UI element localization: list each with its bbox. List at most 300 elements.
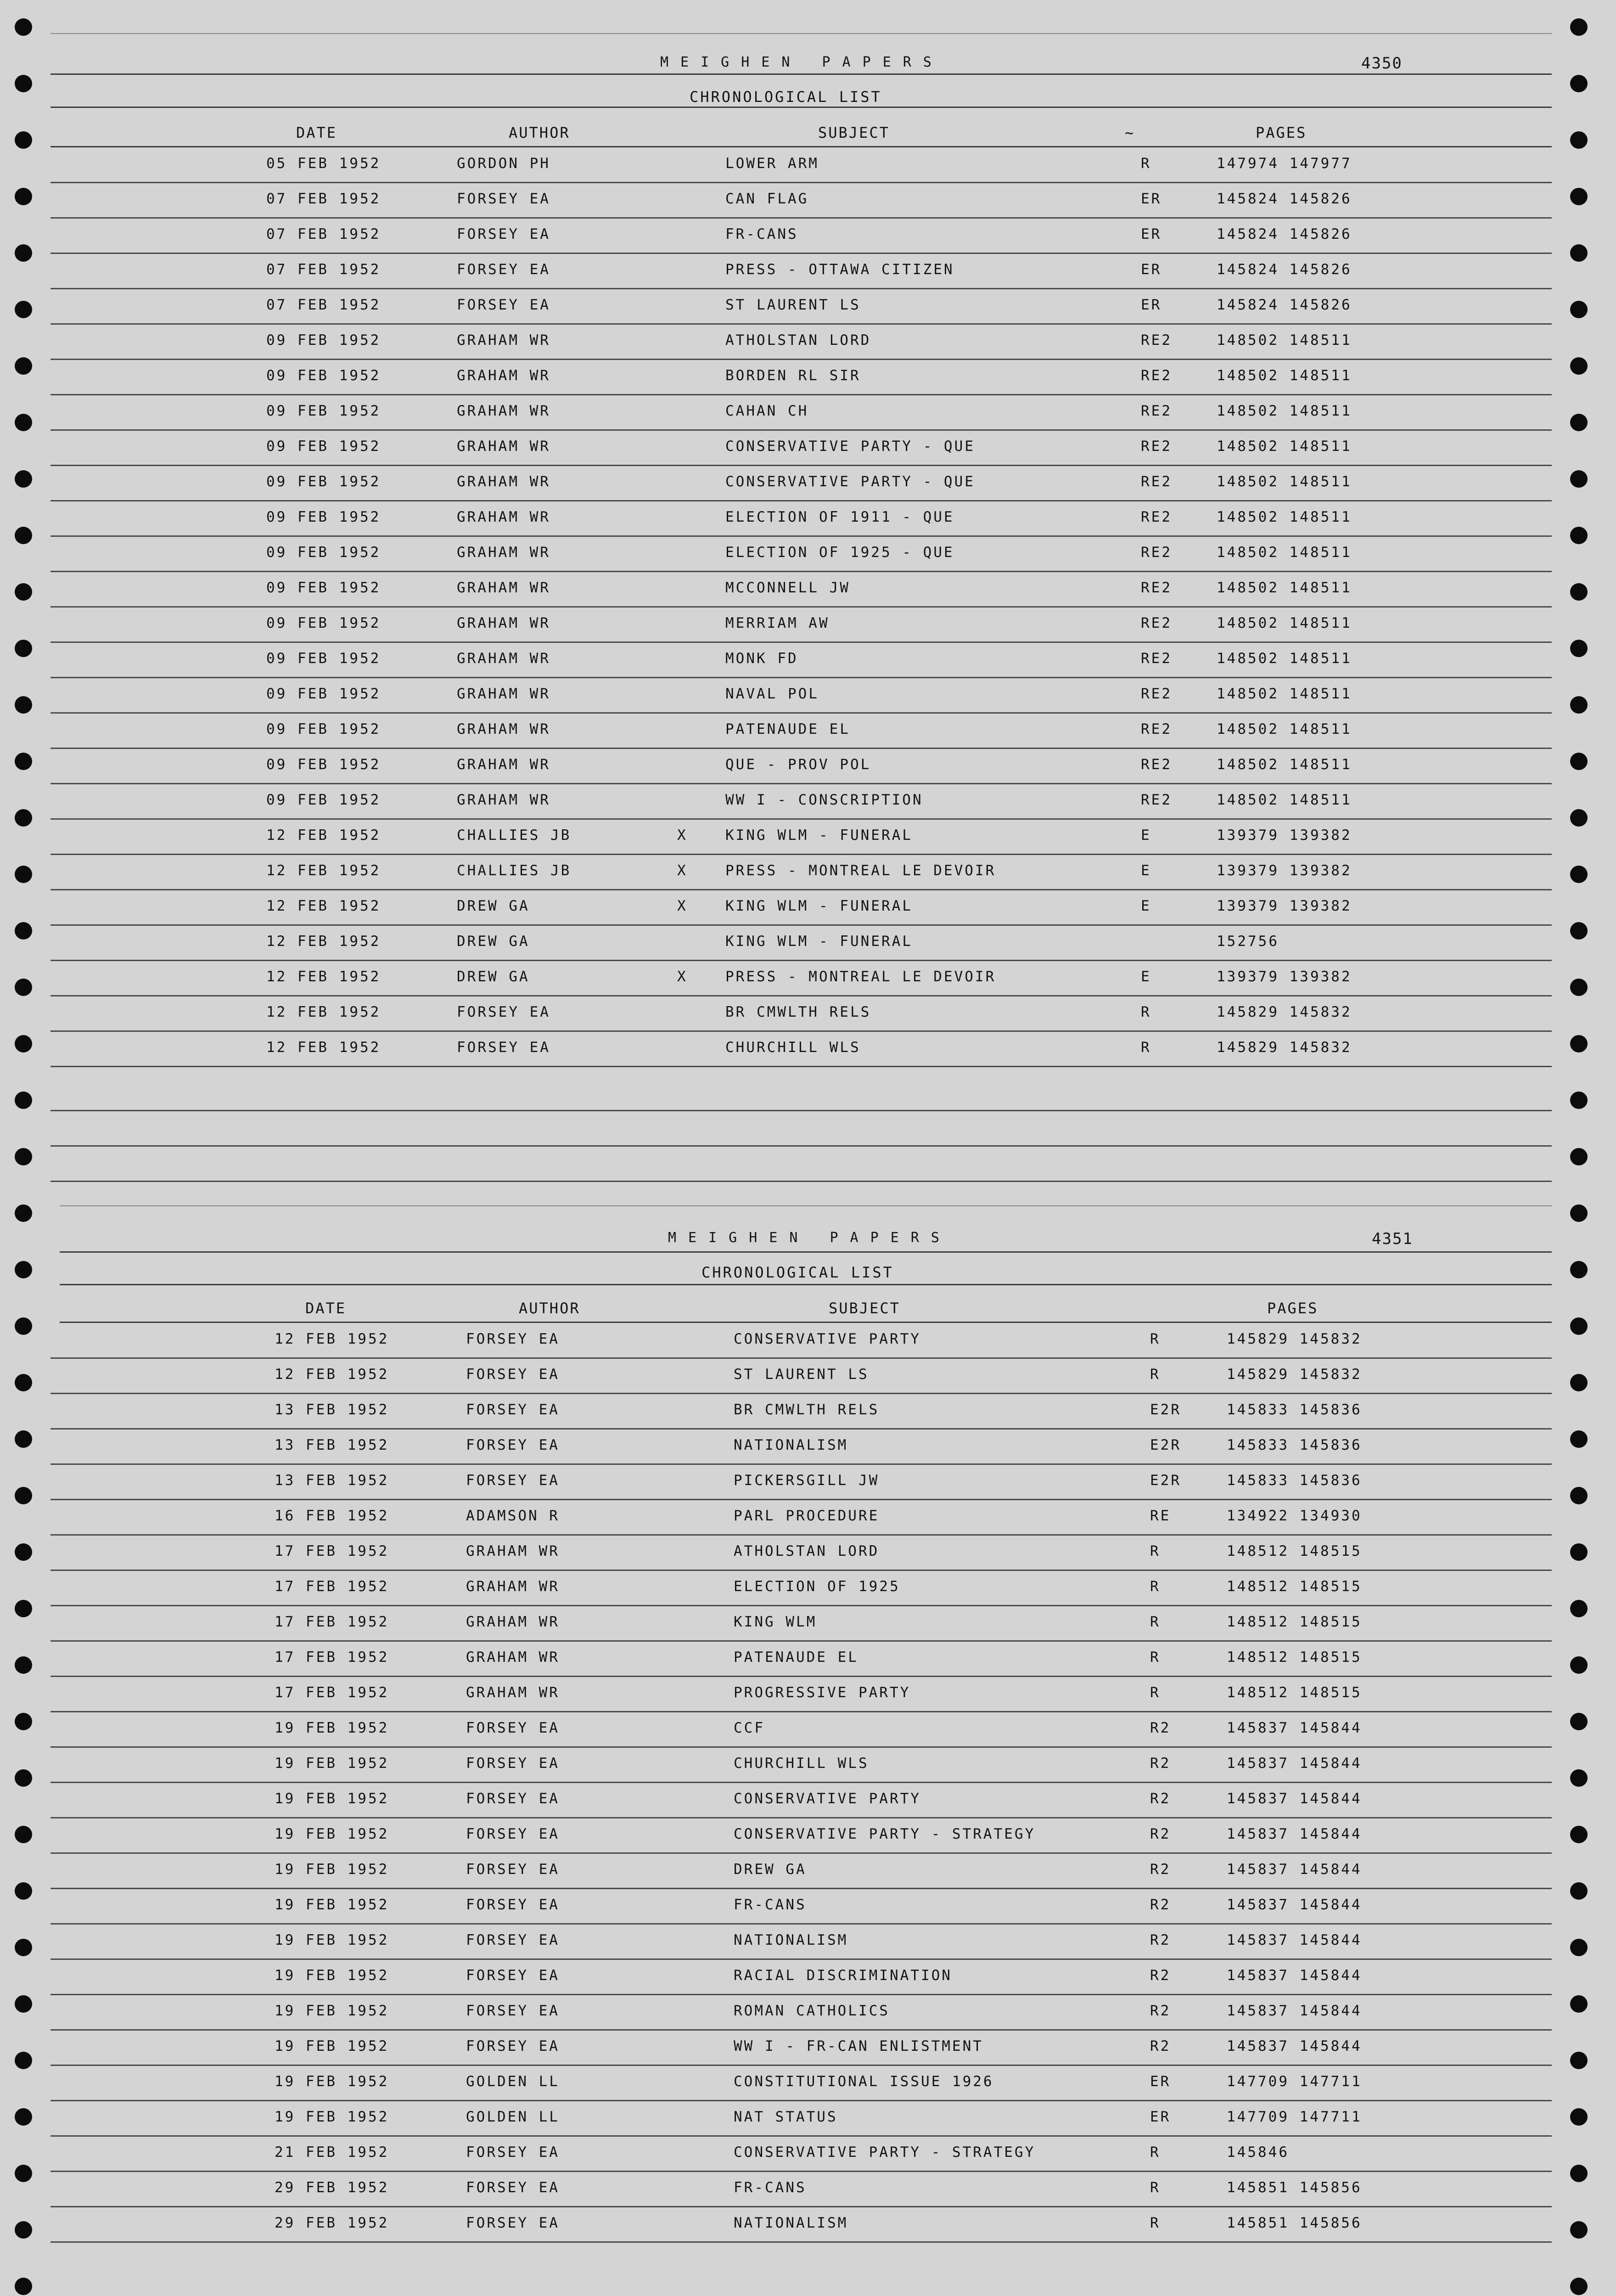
table-row (0, 431, 1616, 466)
top-rule (50, 33, 1552, 34)
cell-author: GRAHAM WR (457, 615, 550, 631)
tractor-hole (15, 1148, 32, 1165)
table-row (0, 183, 1616, 219)
cell-subject: CONSERVATIVE PARTY (734, 1331, 921, 1347)
cell-subject: PATENAUDE EL (734, 1649, 858, 1666)
table-row (0, 2031, 1616, 2066)
cell-subject: NAT STATUS (734, 2109, 838, 2125)
cell-author: FORSEY EA (466, 1896, 560, 1913)
cell-subject: PRESS - OTTAWA CITIZEN (725, 261, 954, 278)
cell-date: 29 FEB 1952 (275, 2179, 389, 2196)
header-date: DATE (296, 124, 337, 141)
cell-subject: CCF (734, 1720, 765, 1736)
cell-pages: 148512 148515 (1227, 1578, 1362, 1595)
cell-author: GRAHAM WR (457, 438, 550, 455)
cell-subject: CONSERVATIVE PARTY - QUE (725, 438, 975, 455)
cell-code: E (1141, 968, 1151, 985)
cell-date: 09 FEB 1952 (266, 509, 381, 525)
table-row (0, 1818, 1616, 1854)
column-headers (0, 124, 1616, 142)
cell-author: CHALLIES JB (457, 827, 572, 844)
cell-author: FORSEY EA (466, 1861, 560, 1878)
cell-subject: WW I - CONSCRIPTION (725, 792, 923, 808)
cell-subject: PRESS - MONTREAL LE DEVOIR (725, 862, 996, 879)
cell-pages: 145833 145836 (1227, 1472, 1362, 1489)
cell-code: R (1150, 2179, 1161, 2196)
cell-date: 12 FEB 1952 (266, 827, 381, 844)
cell-subject: NATIONALISM (734, 2215, 848, 2231)
cell-date: 12 FEB 1952 (266, 933, 381, 950)
cell-date: 12 FEB 1952 (266, 968, 381, 985)
cell-pages: 139379 139382 (1217, 862, 1352, 879)
table-row (0, 2066, 1616, 2101)
table-row (0, 395, 1616, 431)
cell-code: RE2 (1141, 332, 1172, 349)
cell-subject: CONSERVATIVE PARTY (734, 1790, 921, 1807)
cell-pages: 145824 145826 (1217, 226, 1352, 242)
tractor-hole (1570, 2278, 1588, 2295)
cell-code: R2 (1150, 1790, 1171, 1807)
cell-code: RE2 (1141, 650, 1172, 667)
cell-code: R (1150, 1578, 1161, 1595)
cell-code: RE2 (1141, 580, 1172, 596)
cell-pages: 145829 145832 (1227, 1331, 1362, 1347)
cell-date: 09 FEB 1952 (266, 756, 381, 773)
cell-subject: CONSERVATIVE PARTY - QUE (725, 473, 975, 490)
table-row (0, 1465, 1616, 1500)
cell-author: FORSEY EA (466, 1472, 560, 1489)
cell-code: E2R (1150, 1472, 1181, 1489)
cell-subject: KING WLM - FUNERAL (725, 898, 913, 914)
header-code-mark: ~ (1125, 124, 1135, 141)
cell-code: R (1150, 1649, 1161, 1666)
table-row (0, 1783, 1616, 1818)
tractor-hole (1570, 1092, 1588, 1109)
cell-pages: 145837 145844 (1227, 1826, 1362, 1842)
cell-code: RE2 (1141, 615, 1172, 631)
cell-author: FORSEY EA (457, 1039, 550, 1056)
cell-date: 05 FEB 1952 (266, 155, 381, 172)
cell-pages: 148512 148515 (1227, 1614, 1362, 1630)
cell-subject: DREW GA (734, 1861, 807, 1878)
cell-subject: CHURCHILL WLS (725, 1039, 861, 1056)
table-row (0, 608, 1616, 643)
table-row (0, 714, 1616, 749)
cell-author: GRAHAM WR (466, 1614, 560, 1630)
cell-author: FORSEY EA (466, 1437, 560, 1453)
column-headers (0, 1300, 1616, 1318)
table-row (0, 2207, 1616, 2243)
cell-pages: 145824 145826 (1217, 297, 1352, 313)
cell-code: ER (1141, 191, 1162, 207)
header-subject: SUBJECT (818, 124, 890, 141)
cell-date: 09 FEB 1952 (266, 615, 381, 631)
cell-author: GORDON PH (457, 155, 550, 172)
cell-pages: 145824 145826 (1217, 191, 1352, 207)
table-row (0, 219, 1616, 254)
cell-code: R (1150, 2144, 1161, 2161)
cell-code: R (1141, 155, 1151, 172)
tractor-hole (1570, 1204, 1588, 1222)
cell-subject: BORDEN RL SIR (725, 367, 861, 384)
cell-author: FORSEY EA (466, 2038, 560, 2054)
table-row (0, 926, 1616, 961)
cell-author: GRAHAM WR (457, 721, 550, 737)
cell-pages: 145829 145832 (1227, 1366, 1362, 1383)
list-subtitle: CHRONOLOGICAL LIST (701, 1264, 894, 1281)
tractor-hole (15, 18, 32, 36)
table-row (0, 1925, 1616, 1960)
top-rule (60, 1205, 1552, 1206)
cell-pages: 152756 (1217, 933, 1279, 950)
cell-date: 17 FEB 1952 (275, 1684, 389, 1701)
blank-rule (50, 1145, 1552, 1147)
cell-date: 19 FEB 1952 (275, 1826, 389, 1842)
cell-code: R (1150, 1684, 1161, 1701)
table-row (0, 1606, 1616, 1642)
cell-author: GRAHAM WR (457, 650, 550, 667)
cell-date: 09 FEB 1952 (266, 332, 381, 349)
cell-subject: ROMAN CATHOLICS (734, 2003, 890, 2019)
cell-subject: KING WLM (734, 1614, 817, 1630)
cell-code: RE2 (1141, 367, 1172, 384)
table-row (0, 466, 1616, 501)
cell-code: RE2 (1141, 509, 1172, 525)
cell-subject: WW I - FR-CAN ENLISTMENT (734, 2038, 983, 2054)
cell-date: 09 FEB 1952 (266, 438, 381, 455)
cell-pages: 148502 148511 (1217, 403, 1352, 419)
cell-pages: 145824 145826 (1217, 261, 1352, 278)
table-row (0, 1677, 1616, 1712)
tractor-hole (15, 2278, 32, 2295)
cell-author: FORSEY EA (457, 191, 550, 207)
cell-code: ER (1141, 226, 1162, 242)
cell-author: FORSEY EA (457, 297, 550, 313)
cell-pages: 148502 148511 (1217, 332, 1352, 349)
cell-date: 21 FEB 1952 (275, 2144, 389, 2161)
cell-x: X (677, 968, 688, 985)
table-row (0, 1748, 1616, 1783)
cell-author: FORSEY EA (466, 2179, 560, 2196)
cell-pages: 148512 148515 (1227, 1684, 1362, 1701)
table-row (0, 1960, 1616, 1995)
header-author: AUTHOR (509, 124, 570, 141)
cell-date: 09 FEB 1952 (266, 721, 381, 737)
table-row (0, 820, 1616, 855)
cell-date: 19 FEB 1952 (275, 1861, 389, 1878)
cell-code: R2 (1150, 1826, 1171, 1842)
cell-code: R2 (1150, 2038, 1171, 2054)
cell-pages: 145846 (1227, 2144, 1289, 2161)
cell-code: RE2 (1141, 686, 1172, 702)
cell-date: 12 FEB 1952 (266, 1039, 381, 1056)
cell-pages: 134922 134930 (1227, 1508, 1362, 1524)
cell-subject: CONSERVATIVE PARTY - STRATEGY (734, 1826, 1036, 1842)
table-row (0, 148, 1616, 183)
cell-pages: 145837 145844 (1227, 2003, 1362, 2019)
cell-subject: FR-CANS (734, 1896, 807, 1913)
row-rule (50, 2241, 1552, 2243)
cell-pages: 145837 145844 (1227, 1932, 1362, 1948)
cell-code: E2R (1150, 1437, 1181, 1453)
cell-code: ER (1150, 2073, 1171, 2090)
cell-subject: FR-CANS (734, 2179, 807, 2196)
tractor-hole (15, 1261, 32, 1278)
tractor-hole (15, 1204, 32, 1222)
cell-author: GOLDEN LL (466, 2073, 560, 2090)
cell-author: GRAHAM WR (457, 580, 550, 596)
cell-pages: 148502 148511 (1217, 580, 1352, 596)
cell-pages: 139379 139382 (1217, 968, 1352, 985)
cell-date: 07 FEB 1952 (266, 226, 381, 242)
cell-pages: 145837 145844 (1227, 2038, 1362, 2054)
cell-subject: PROGRESSIVE PARTY (734, 1684, 911, 1701)
cell-pages: 148502 148511 (1217, 473, 1352, 490)
cell-code: RE (1150, 1508, 1171, 1524)
title-rule (60, 1251, 1552, 1253)
cell-code: R2 (1150, 1861, 1171, 1878)
cell-author: CHALLIES JB (457, 862, 572, 879)
cell-author: GRAHAM WR (457, 686, 550, 702)
cell-code: R2 (1150, 1932, 1171, 1948)
cell-author: FORSEY EA (466, 1790, 560, 1807)
cell-pages: 148502 148511 (1217, 615, 1352, 631)
cell-date: 09 FEB 1952 (266, 367, 381, 384)
cell-subject: ATHOLSTAN LORD (725, 332, 871, 349)
table-row (0, 643, 1616, 678)
cell-subject: ATHOLSTAN LORD (734, 1543, 880, 1559)
title-rule (50, 73, 1552, 75)
cell-author: GRAHAM WR (457, 544, 550, 561)
cell-pages: 145833 145836 (1227, 1437, 1362, 1453)
cell-code: RE2 (1141, 473, 1172, 490)
subtitle-rule (60, 1284, 1552, 1285)
cell-date: 09 FEB 1952 (266, 580, 381, 596)
cell-pages: 148512 148515 (1227, 1543, 1362, 1559)
page-title: MEIGHEN PAPERS (668, 1230, 951, 1246)
table-row (0, 360, 1616, 395)
cell-author: FORSEY EA (466, 2144, 560, 2161)
cell-date: 09 FEB 1952 (266, 544, 381, 561)
cell-subject: NATIONALISM (734, 1437, 848, 1453)
cell-pages: 148502 148511 (1217, 792, 1352, 808)
table-row (0, 2172, 1616, 2207)
cell-date: 12 FEB 1952 (275, 1366, 389, 1383)
cell-code: R (1150, 1331, 1161, 1347)
cell-author: FORSEY EA (466, 1967, 560, 1984)
cell-code: E (1141, 898, 1151, 914)
cell-x: X (677, 862, 688, 879)
cell-date: 19 FEB 1952 (275, 2038, 389, 2054)
cell-subject: BR CMWLTH RELS (734, 1401, 880, 1418)
cell-code: R (1150, 1543, 1161, 1559)
cell-code: RE2 (1141, 544, 1172, 561)
cell-date: 16 FEB 1952 (275, 1508, 389, 1524)
cell-date: 29 FEB 1952 (275, 2215, 389, 2231)
cell-author: GRAHAM WR (457, 509, 550, 525)
table-row (0, 1536, 1616, 1571)
cell-date: 17 FEB 1952 (275, 1649, 389, 1666)
cell-date: 12 FEB 1952 (275, 1331, 389, 1347)
cell-subject: RACIAL DISCRIMINATION (734, 1967, 952, 1984)
cell-subject: KING WLM - FUNERAL (725, 827, 913, 844)
blank-rule (50, 1110, 1552, 1111)
tractor-hole (15, 1092, 32, 1109)
cell-subject: NAVAL POL (725, 686, 819, 702)
cell-pages: 147974 147977 (1217, 155, 1352, 172)
cell-pages: 147709 147711 (1227, 2109, 1362, 2125)
cell-pages: 148512 148515 (1227, 1649, 1362, 1666)
cell-author: FORSEY EA (457, 1004, 550, 1020)
cell-code: R2 (1150, 1720, 1171, 1736)
table-row (0, 749, 1616, 784)
cell-date: 17 FEB 1952 (275, 1578, 389, 1595)
cell-code: RE2 (1141, 756, 1172, 773)
tractor-hole (1570, 1261, 1588, 1278)
cell-pages: 145837 145844 (1227, 1720, 1362, 1736)
header-pages: PAGES (1267, 1300, 1319, 1317)
cell-author: GRAHAM WR (466, 1684, 560, 1701)
cell-subject: CAHAN CH (725, 403, 809, 419)
blank-rule (50, 1181, 1552, 1182)
cell-pages: 148502 148511 (1217, 509, 1352, 525)
cell-code: ER (1141, 261, 1162, 278)
cell-date: 12 FEB 1952 (266, 1004, 381, 1020)
cell-author: DREW GA (457, 968, 530, 985)
cell-code: R2 (1150, 1967, 1171, 1984)
cell-date: 19 FEB 1952 (275, 2109, 389, 2125)
cell-subject: CAN FLAG (725, 191, 809, 207)
cell-subject: ELECTION OF 1925 - QUE (725, 544, 954, 561)
cell-code: R (1150, 1614, 1161, 1630)
cell-pages: 139379 139382 (1217, 827, 1352, 844)
list-subtitle: CHRONOLOGICAL LIST (690, 88, 882, 106)
cell-subject: CHURCHILL WLS (734, 1755, 869, 1772)
cell-pages: 148502 148511 (1217, 367, 1352, 384)
cell-date: 12 FEB 1952 (266, 898, 381, 914)
cell-subject: PATENAUDE EL (725, 721, 850, 737)
cell-code: R (1141, 1039, 1151, 1056)
cell-x: X (677, 898, 688, 914)
cell-x: X (677, 827, 688, 844)
row-rule (50, 1066, 1552, 1067)
cell-subject: LOWER ARM (725, 155, 819, 172)
cell-author: GRAHAM WR (457, 367, 550, 384)
cell-author: FORSEY EA (466, 2003, 560, 2019)
cell-pages: 145837 145844 (1227, 1755, 1362, 1772)
header-rule (50, 146, 1552, 147)
table-row (0, 1571, 1616, 1606)
table-row (0, 1032, 1616, 1067)
cell-date: 12 FEB 1952 (266, 862, 381, 879)
cell-code: E2R (1150, 1401, 1181, 1418)
cell-code: R2 (1150, 1896, 1171, 1913)
cell-code: E (1141, 862, 1151, 879)
cell-pages: 148502 148511 (1217, 686, 1352, 702)
table-row (0, 289, 1616, 325)
cell-pages: 148502 148511 (1217, 544, 1352, 561)
cell-code: ER (1141, 297, 1162, 313)
cell-subject: MERRIAM AW (725, 615, 830, 631)
cell-author: GRAHAM WR (457, 332, 550, 349)
cell-pages: 148502 148511 (1217, 756, 1352, 773)
cell-code: R (1150, 1366, 1161, 1383)
cell-subject: MCCONNELL JW (725, 580, 850, 596)
cell-pages: 145829 145832 (1217, 1039, 1352, 1056)
cell-subject: CONSTITUTIONAL ISSUE 1926 (734, 2073, 994, 2090)
cell-date: 09 FEB 1952 (266, 792, 381, 808)
cell-code: R (1141, 1004, 1151, 1020)
cell-pages: 145851 145856 (1227, 2179, 1362, 2196)
cell-subject: ELECTION OF 1911 - QUE (725, 509, 954, 525)
cell-code: RE2 (1141, 721, 1172, 737)
cell-code: RE2 (1141, 438, 1172, 455)
cell-subject: ELECTION OF 1925 (734, 1578, 900, 1595)
cell-date: 09 FEB 1952 (266, 650, 381, 667)
header-date: DATE (305, 1300, 347, 1317)
cell-date: 19 FEB 1952 (275, 2073, 389, 2090)
cell-author: DREW GA (457, 898, 530, 914)
header-author: AUTHOR (519, 1300, 580, 1317)
cell-subject: NATIONALISM (734, 1932, 848, 1948)
subtitle-rule (50, 107, 1552, 108)
cell-date: 19 FEB 1952 (275, 1967, 389, 1984)
cell-pages: 145851 145856 (1227, 2215, 1362, 2231)
cell-code: RE2 (1141, 403, 1172, 419)
cell-author: GRAHAM WR (466, 1543, 560, 1559)
cell-date: 19 FEB 1952 (275, 2003, 389, 2019)
cell-date: 07 FEB 1952 (266, 297, 381, 313)
cell-subject: ST LAURENT LS (725, 297, 861, 313)
cell-date: 07 FEB 1952 (266, 191, 381, 207)
cell-date: 09 FEB 1952 (266, 473, 381, 490)
cell-date: 09 FEB 1952 (266, 686, 381, 702)
table-row (0, 678, 1616, 714)
table-row (0, 1323, 1616, 1359)
cell-pages: 145829 145832 (1217, 1004, 1352, 1020)
tractor-hole (1570, 1148, 1588, 1165)
cell-author: FORSEY EA (466, 1932, 560, 1948)
cell-date: 07 FEB 1952 (266, 261, 381, 278)
page-number: 4351 (1372, 1230, 1413, 1248)
cell-pages: 139379 139382 (1217, 898, 1352, 914)
cell-subject: MONK FD (725, 650, 798, 667)
cell-pages: 145837 145844 (1227, 1861, 1362, 1878)
page-title: MEIGHEN PAPERS (660, 54, 943, 70)
table-row (0, 572, 1616, 608)
cell-author: DREW GA (457, 933, 530, 950)
cell-date: 09 FEB 1952 (266, 403, 381, 419)
cell-code: ER (1150, 2109, 1171, 2125)
cell-pages: 145837 145844 (1227, 1967, 1362, 1984)
cell-subject: QUE - PROV POL (725, 756, 871, 773)
cell-author: GRAHAM WR (457, 403, 550, 419)
cell-date: 19 FEB 1952 (275, 1720, 389, 1736)
cell-author: GRAHAM WR (457, 756, 550, 773)
cell-date: 13 FEB 1952 (275, 1472, 389, 1489)
cell-date: 19 FEB 1952 (275, 1932, 389, 1948)
cell-author: FORSEY EA (457, 226, 550, 242)
cell-pages: 145833 145836 (1227, 1401, 1362, 1418)
cell-pages: 145837 145844 (1227, 1790, 1362, 1807)
cell-author: FORSEY EA (466, 2215, 560, 2231)
cell-author: GRAHAM WR (457, 792, 550, 808)
table-row (0, 501, 1616, 537)
cell-pages: 148502 148511 (1217, 438, 1352, 455)
table-row (0, 1359, 1616, 1394)
table-row (0, 1500, 1616, 1536)
cell-author: FORSEY EA (466, 1401, 560, 1418)
